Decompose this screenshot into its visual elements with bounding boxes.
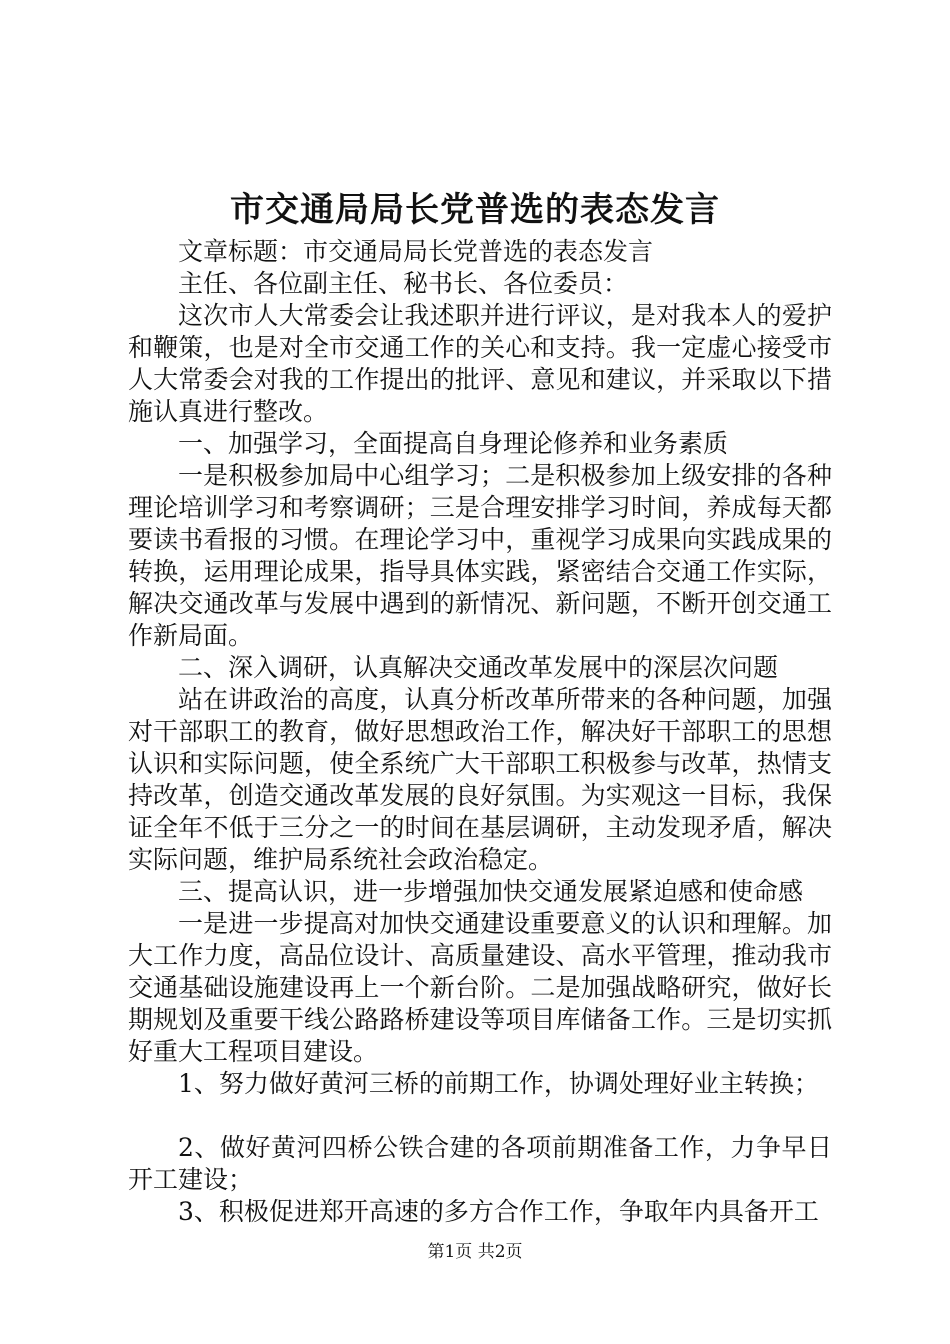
- paragraph-article-title: 文章标题：市交通局局长党普选的表态发言: [178, 237, 654, 266]
- paragraph-salutation: 主任、各位副主任、秘书长、各位委员：: [178, 269, 629, 298]
- section-heading-3: 三、提高认识，进一步增强加快交通发展紧迫感和使命感: [178, 877, 804, 906]
- list-item-3: 3、积极促进郑开高速的多方合作工作，争取年内具备开工: [178, 1197, 819, 1226]
- document-body: [128, 236, 832, 1228]
- paragraph-intro: 这次市人大常委会让我述职并进行评议，是对我本人的爱护和鞭策，也是对全市交通工作的关心和支持。我一定虚心接受市人大常委会对我的工作提出的批评、意见和建议，并采取以下措施认真进行整改。: [128, 301, 832, 426]
- section-heading-2: 二、深入调研，认真解决交通改革发展中的深层次问题: [178, 653, 779, 682]
- page-number: 第1页 共2页: [427, 1242, 523, 1262]
- list-item-2: 2、做好黄河四桥公铁合建的各项前期准备工作，力争早日开工建设；: [128, 1133, 832, 1194]
- document-title: 市交通局局长党普选的表态发言: [230, 190, 720, 230]
- paragraph-section-2: 站在讲政治的高度，认真分析改革所带来的各种问题，加强对干部职工的教育，做好思想政治工作，解决好干部职工的思想认识和实际问题，使全系统广大干部职工积极参与改革，热情支持改革，创造交通改革发展的良好氛围。为实观这一目标，我保证全年不低于三分之一的时间在基层调研，主动发现矛盾，解决实际问题，维护局系统社会政治稳定。: [128, 685, 832, 874]
- paragraph-section-1: 一是积极参加局中心组学习；二是积极参加上级安排的各种理论培训学习和考察调研；三是合理安排学习时间，养成每天都要读书看报的习惯。在理论学习中，重视学习成果向实践成果的转换，运用理论成果，指导具体实践，紧密结合交通工作实际，解决交通改革与发展中遇到的新情况、新问题，不断开创交通工作新局面。: [128, 461, 832, 650]
- paragraph-section-3: 一是进一步提高对加快交通建设重要意义的认识和理解。加大工作力度，高品位设计、高质量建设、高水平管理，推动我市交通基础设施建设再上一个新台阶。二是加强战略研究，做好长期规划及重要干线公路路桥建设等项目库储备工作。三是切实抓好重大工程项目建设。: [128, 909, 832, 1066]
- section-heading-1: 一、加强学习，全面提高自身理论修养和业务素质: [178, 429, 729, 458]
- list-item-1: 1、努力做好黄河三桥的前期工作，协调处理好业主转换；: [178, 1069, 819, 1098]
